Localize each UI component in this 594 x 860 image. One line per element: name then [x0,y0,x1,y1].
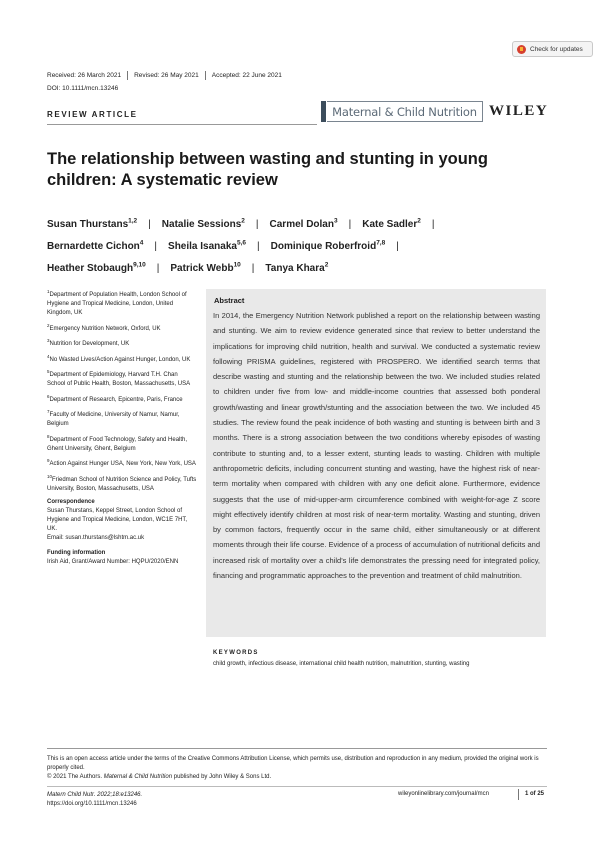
correspondence-address: Susan Thurstans, Keppel Street, London School of Hygiene and Tropical Medicine, London, WC1E 7HT, UK. [47,507,188,532]
journal-website-link[interactable]: wileyonlinelibrary.com/journal/mcn [398,791,489,797]
affiliations-column [47,287,197,567]
citation-block [47,791,142,809]
author-separator: | [251,262,255,274]
author: Carmel Dolan$^3$ [269,218,338,231]
affiliation: $^4$No Wasted Lives/Action Against Hunger, London, UK [47,353,191,363]
article-type: REVIEW ARTICLE [47,110,138,119]
funding-text: Irish Aid, Grant/Award Number: HQPU/2020/ENN [47,558,179,565]
correspondence-email[interactable]: Email: susan.thurstans@lshtm.ac.uk [47,534,145,541]
author-separator: | [348,219,352,231]
author-separator: | [255,219,259,231]
affiliation: $^9$Action Against Hunger USA, New York, New York, USA [47,458,196,467]
author-separator: | [156,262,160,274]
publisher-logo: WILEY [489,103,549,119]
author-line-3 [47,257,567,279]
divider [127,71,128,80]
title-line-2: children: A systematic review [47,171,278,189]
divider [47,786,547,787]
title-line-1: The relationship between wasting and stunting in young [47,150,488,168]
author: Heather Stobaugh$^{9,10}$ [47,261,146,274]
check-for-updates-label: Check for updates [530,45,583,53]
article-title [47,149,547,191]
abstract-heading: Abstract [214,296,245,305]
divider [47,748,547,749]
journal-banner-accent [321,101,326,122]
author: Bernardette Cichon$^4$ [47,239,144,253]
author-separator: | [148,219,151,231]
author: Sheila Isanaka$^{5,6}$ [168,239,247,253]
page-number: 1 of 25 [525,791,545,797]
doi-text: DOI: 10.1111/mcn.13246 [47,85,119,92]
keywords-heading: KEYWORDS [213,650,259,656]
author-list [47,213,567,278]
journal-name: Maternal & Child Nutrition [327,101,483,122]
copyright-text: © 2021 The Authors. Maternal & Child Nutrition published by John Wiley & Sons Ltd. [47,774,272,780]
author-separator: | [257,241,260,253]
affiliation: $^6$Department of Research, Epicentre, Paris, France [47,393,183,403]
author-separator: | [431,219,435,231]
license-text: This is an open access article under the terms of the Creative Commons Attribution License, which permits use, distribution and reproduction in any medium, provided the original work is properly cited. [47,756,539,771]
author: Patrick Webb$^{10}$ [170,261,241,274]
author-line-2 [47,235,567,257]
author: Kate Sadler$^2$ [362,218,421,231]
crossmark-icon [517,45,526,54]
divider [518,789,519,800]
affiliation: $^8$Department of Food Technology, Safety and Health, Ghent University, Ghent, Belgium [47,433,188,452]
affiliation: $^2$Emergency Nutrition Network, Oxford, UK [47,322,161,332]
author: Susan Thurstans$^{1,2}$ [47,218,138,231]
divider [47,124,317,125]
affiliation: $^1$Department of Population Health, London School of Hygiene and Tropical Medicine, London, United Kingdom, UK [47,289,187,316]
author: Dominique Roberfroid$^{7,8}$ [270,239,386,253]
received-date: Received: 26 March 2021 [47,72,122,79]
citation-text: Matern Child Nutr. 2022;18:e13246. [47,792,143,798]
funding-heading: Funding information [47,549,106,556]
check-for-updates-button[interactable] [512,41,593,57]
author-line-1 [47,213,567,235]
author: Tanya Khara$^2$ [265,261,329,274]
revised-date: Revised: 26 May 2021 [134,72,199,79]
accepted-date: Accepted: 22 June 2021 [211,72,282,79]
affiliation: $^7$Faculty of Medicine, University of Namur, Namur, Belgium [47,409,180,427]
abstract-text: In 2014, the Emergency Nutrition Network published a report on the relationship between wasting and stunting. We aim to review evidence generated since that review to better understand the implications for improving child nutrition, health and survival. We conducted a systematic review following PRISMA guidelines, registered with PROSPERO. We identified search terms that describe wasting and stunting and the relationship between the two. We included studies related to children under five from low- and middle-income countries that assessed both ponderal growth/wasting and linear growth/stunting and the association between the two. We included 45 studies. The review found the peak incidence of both wasting and stunting is between birth and 3 months. There is a strong association between the two conditions whereby episodes of wasting contribute to stunting and, to a lesser extent, stunting leads to wasting. Children with multiple anthropometric deficits, including concurrent stunting and wasting, have the highest risk of near-term mortality when compared with children with any one deficit alone. Furthermore, evidence suggests that the use of mid-upper-arm circumference combined with weight-for-age Z score might effectively identify children at most risk of near-term mortality. Wasting and stunting, driven by common factors, frequently occur in the same child, either simultaneously or at different moments through their life course. Evidence of a process of accumulation of nutritional deficits and increased risk of mortality over a child's life demonstrates the pressing need for integrated policy, financing and programmatic approaches to the prevention and treatment of child malnutrition. [213,311,540,581]
license-block [47,755,547,782]
doi-link[interactable]: https://doi.org/10.1111/mcn.13246 [47,801,137,807]
correspondence-heading: Correspondence [47,498,95,505]
divider [205,71,206,80]
keywords-text: child growth, infectious disease, international child health nutrition, malnutrition, stunting, wasting [213,661,470,667]
article-dates [47,71,282,80]
affiliation: $^5$Department of Epidemiology, Harvard T.H. Chan School of Public Health, Boston, Massachusetts, USA [47,369,191,387]
author-separator: | [154,241,158,253]
affiliation: $^3$Nutrition for Development, UK [47,338,130,347]
author-separator: | [396,241,399,253]
author: Natalie Sessions$^2$ [161,218,245,231]
affiliation: $^{10}$Friedman School of Nutrition Science and Policy, Tufts University, Boston, Massachusetts, USA [47,473,197,492]
